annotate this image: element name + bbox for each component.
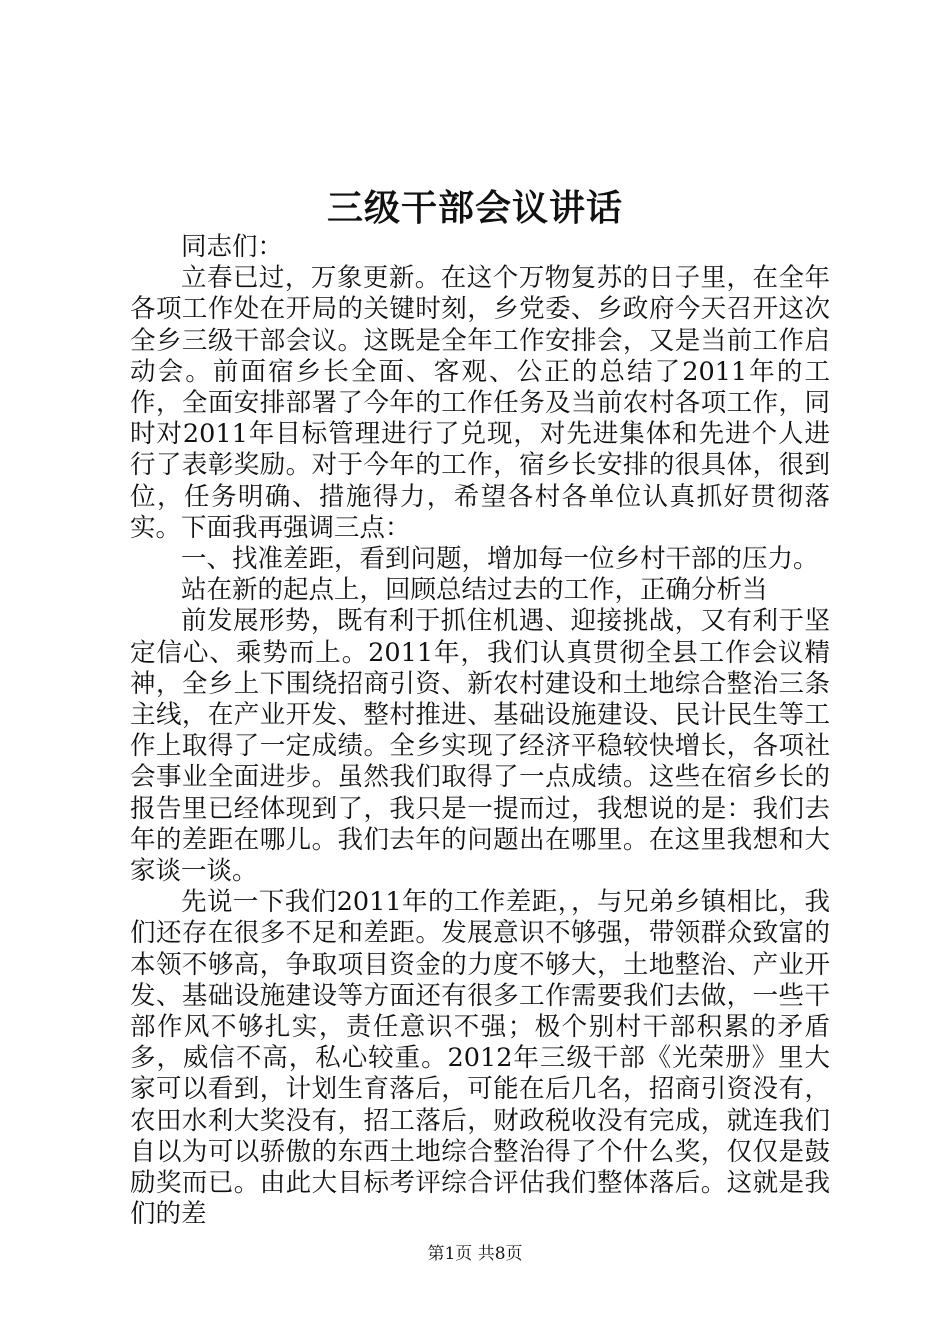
salutation-paragraph: 同志们： [181,232,284,262]
document-body [130,232,830,1231]
body-paragraph: 前发展形势，既有利于抓住机遇、迎接挑战，又有利于坚定信心、乘势而上。2011年，我们认真贯彻全县工作会议精神，全乡上下围绕招商引资、新农村建设和土地综合整治三条主线，在产业开发、整村推进、基础设施建设、民计民生等工作上取得了一定成绩。全乡实现了经济平稳较快增长，各项社会事业全面进步。虽然我们取得了一点成绩。这些在宿乡长的报告里已经体现到了，我只是一提而过，我想说的是：我们去年的差距在哪儿。我们去年的问题出在哪里。在这里我想和大家谈一谈。 [130,606,830,887]
body-paragraph: 先说一下我们2011年的工作差距，，与兄弟乡镇相比，我们还存在很多不足和差距。发展意识不够强，带领群众致富的本领不够高，争取项目资金的力度不够大，土地整治、产业开发、基础设施建设等方面还有很多工作需要我们去做，一些干部作风不够扎实，责任意识不强；极个别村干部积累的矛盾多，威信不高，私心较重。2012年三级干部《光荣册》里大家可以看到，计划生育落后，可能在后几名，招商引资没有，农田水利大奖没有，招工落后，财政税收没有完成，就连我们自以为可以骄傲的东西土地综合整治得了个什么奖，仅仅是鼓励奖而已。由此大目标考评综合评估我们整体落后。这就是我们的差 [130,887,830,1230]
body-paragraph: 站在新的起点上，回顾总结过去的工作，正确分析当 [181,575,768,606]
section-heading: 一、找准差距，看到问题，增加每一位乡村干部的压力。 [181,544,819,575]
body-paragraph: 立春已过，万象更新。在这个万物复苏的日子里，在全年各项工作处在开局的关键时刻，乡党委、乡政府今天召开这次全乡三级干部会议。这既是全年工作安排会，又是当前工作启动会。前面宿乡长全面、客观、公正的总结了2011年的工作，全面安排部署了今年的工作任务及当前农村各项工作，同时对2011年目标管理进行了兑现，对先进集体和先进个人进行了表彰奖励。对于今年的工作，宿乡长安排的很具体，很到位，任务明确、措施得力，希望各村各单位认真抓好贯彻落实。下面我再强调三点： [130,263,830,543]
document-title: 三级干部会议讲话 [326,187,623,229]
page-footer: 第1页 共8页 [427,1244,523,1264]
